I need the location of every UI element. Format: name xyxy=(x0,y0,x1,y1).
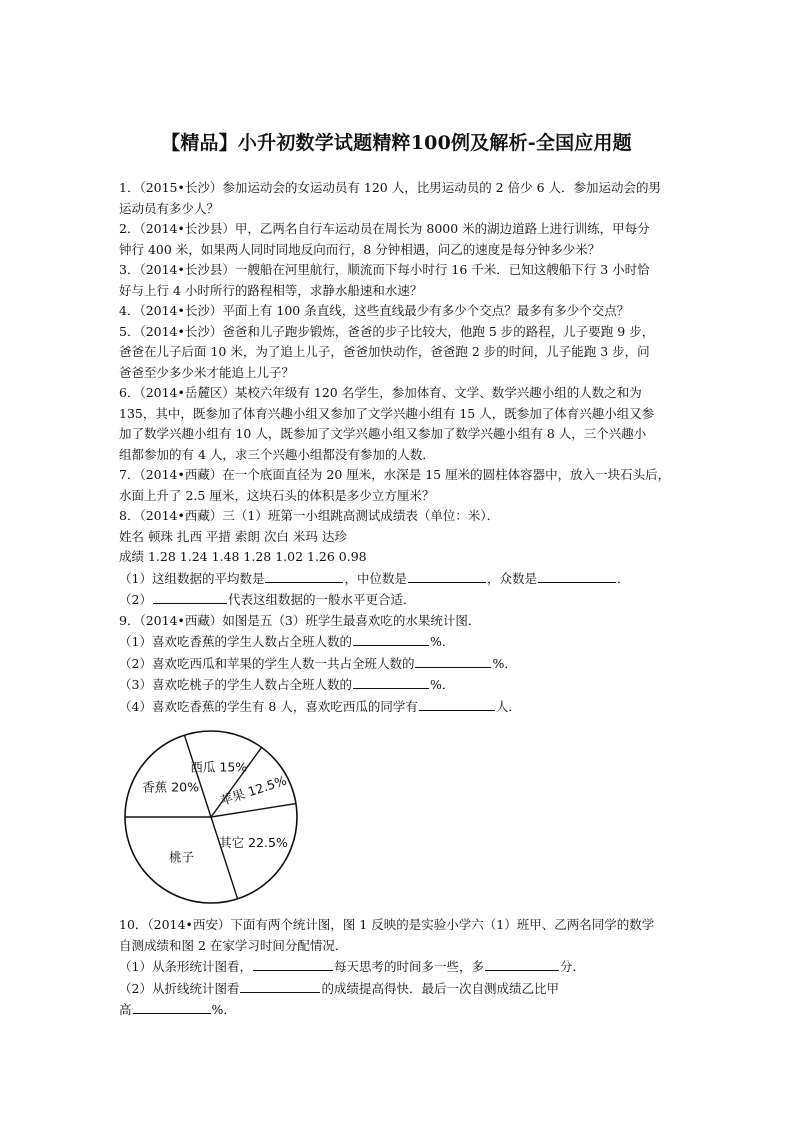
question-list xyxy=(119,178,679,1021)
q6-line4: 组都参加的有 4 人，求三个兴趣小组都没有参加的人数． xyxy=(119,446,435,462)
q1-line2: 运动员有多少人？ xyxy=(119,200,220,216)
q9-sub3-text-b: %． xyxy=(429,677,455,692)
q10-sub3 xyxy=(119,999,679,1021)
q8-names-row: 姓名 顿珠 扎西 平措 索朗 次白 米玛 达珍 xyxy=(119,528,347,544)
pie-slice-label: 苹果 12.5% xyxy=(218,772,289,809)
page-title: 【精品】小升初数学试题精粹100例及解析-全国应用题 xyxy=(161,132,632,154)
q7-line2: 水面上升了 2.5 厘米，这块石头的体积是多少立方厘米？ xyxy=(119,487,435,503)
q3-line2: 好与上行 4 小时所行的路程相等，求静水船速和水速？ xyxy=(119,282,423,298)
q3-line1: 3．（2014•长沙县）一艘船在河里航行，顺流而下每小时行 16 千米．已知这艘船下行 3 小时恰 xyxy=(119,262,650,277)
q5-line1: 5．（2014•长沙）爸爸和儿子跑步锻炼，爸爸的步子比较大，他跑 5 步的路程，儿子要跑 9 步， xyxy=(119,323,655,339)
pie-chart-svg xyxy=(115,727,315,907)
pie-slice-label: 其它 22.5% xyxy=(219,835,288,851)
q10-sub2-text-b: 的成绩提高得快．最后一次自测成绩乙比甲 xyxy=(321,980,559,996)
q2-line1: 2．（2014•长沙县）甲，乙两名自行车运动员在周长为 8000 米的湖边道路上进行训练，甲每分 xyxy=(119,221,650,236)
q10-line1: 10．（2014•西安）下面有两个统计图，图 1 反映的是实验小学六（1）班甲、乙两名同学的数学 xyxy=(119,917,655,932)
q8-sub1-text-c: ，众数是 xyxy=(486,570,537,586)
q8-sub1 xyxy=(119,568,679,590)
q6-line2: 135，其中，既参加了体育兴趣小组又参加了文学兴趣小组有 15 人，既参加了体育兴趣小组又参 xyxy=(119,405,655,421)
answer-blank[interactable] xyxy=(253,956,333,971)
q9-sub1-text-a: （1）喜欢吃香蕉的学生人数占全班人数的 xyxy=(119,634,352,649)
q9-sub4-text-a: （4）喜欢吃香蕉的学生有 8 人，喜欢吃西瓜的同学有 xyxy=(119,698,418,714)
q9-sub2-text-a: （2）喜欢吃西瓜和苹果的学生人数一共占全班人数的 xyxy=(119,655,415,671)
answer-blank[interactable] xyxy=(153,589,227,604)
answer-blank[interactable] xyxy=(419,696,495,711)
q8-sub1-text-b: ，中位数是 xyxy=(344,570,407,586)
answer-blank[interactable] xyxy=(415,653,491,668)
q10-sub3-text-a: 高 xyxy=(119,1002,132,1017)
fruit-pie-chart xyxy=(115,727,315,907)
q4-line1: 4．（2014•长沙）平面上有 100 条直线，这些直线最少有多少个交点？最多有多少个交点？ xyxy=(119,303,630,318)
q9-sub4 xyxy=(119,696,679,718)
answer-blank[interactable] xyxy=(353,674,429,689)
q10-sub1 xyxy=(119,956,679,978)
q1-line1: 1．（2015•长沙）参加运动会的女运动员有 120 人，比男运动员的 2 倍少 6 人．参加运动会的男 xyxy=(119,180,661,195)
q8-sub1-text-d: ． xyxy=(617,570,630,586)
answer-blank[interactable] xyxy=(408,568,486,583)
q10-sub2-text-a: （2）从折线统计图看 xyxy=(119,980,240,996)
answer-blank[interactable] xyxy=(485,956,559,971)
q9-sub2-text-b: %． xyxy=(492,655,517,671)
q9-sub1 xyxy=(119,631,679,653)
q9-line1: 9．（2014•西藏）如图是五（3）班学生最喜欢吃的水果统计图． xyxy=(119,612,481,628)
q8-scores-row: 成绩 1.28 1.24 1.48 1.28 1.02 1.26 0.98 xyxy=(119,549,367,564)
q9-sub1-text-b: %． xyxy=(429,634,455,649)
q9-sub4-text-b: 人． xyxy=(495,698,521,714)
q10-sub1-text-c: 分． xyxy=(559,959,585,974)
q7-line1: 7．（2014•西藏）在一个底面直径为 20 厘米，水深是 15 厘米的圆柱体容器中，放入一块石头后， xyxy=(119,467,671,482)
pie-slice-label: 香蕉 20% xyxy=(142,779,200,795)
q5-line2: 爸爸在儿子后面 10 米，为了追上儿子，爸爸加快动作，爸爸跑 2 步的时间，儿子能跑 3 步，问 xyxy=(119,344,650,359)
pie-slice-label: 西瓜 15% xyxy=(190,759,248,775)
q2-line2: 钟行 400 米，如果两人同时同地反向而行，8 分钟相遇，问乙的速度是每分钟多少米？ xyxy=(119,241,601,257)
pie-slice-boundary xyxy=(184,735,211,817)
q5-line3: 爸爸至少多少米才能追上儿子？ xyxy=(119,364,295,380)
q10-sub3-text-b: %． xyxy=(211,1002,236,1017)
q9-sub2 xyxy=(119,653,679,675)
q8-line1: 8．（2014•西藏）三（1）班第一小组跳高测试成绩表（单位：米）． xyxy=(119,508,500,523)
q9-sub3-text-a: （3）喜欢吃桃子的学生人数占全班人数的 xyxy=(119,677,352,692)
answer-blank[interactable] xyxy=(353,631,429,646)
q10-line2: 自测成绩和图 2 在家学习时间分配情况． xyxy=(119,937,348,953)
q8-sub2-text-a: （2） xyxy=(119,592,152,607)
answer-blank[interactable] xyxy=(240,978,320,993)
answer-blank[interactable] xyxy=(265,568,343,583)
q8-sub2 xyxy=(119,589,679,611)
q8-sub2-text-b: 代表这组数据的一般水平更合适． xyxy=(227,592,416,607)
q10-sub1-text-b: 每天思考的时间多一些，多 xyxy=(333,959,484,974)
pie-slice-label: 桃子 xyxy=(169,849,195,865)
answer-blank[interactable] xyxy=(133,999,211,1014)
answer-blank[interactable] xyxy=(538,568,616,583)
q10-sub1-text-a: （1）从条形统计图看， xyxy=(119,959,252,974)
pie-slice-boundary xyxy=(211,817,238,899)
q8-sub1-text-a: （1）这组数据的平均数是 xyxy=(119,570,265,586)
q6-line1: 6．（2014•岳麓区）某校六年级有 120 名学生，参加体育、文学、数学兴趣小组的人数之和为 xyxy=(119,385,642,400)
q9-sub3 xyxy=(119,674,679,696)
q10-sub2 xyxy=(119,978,679,1000)
q6-line3: 加了数学兴趣小组有 10 人，既参加了文学兴趣小组又参加了数学兴趣小组有 8 人，三个兴趣小 xyxy=(119,426,647,441)
